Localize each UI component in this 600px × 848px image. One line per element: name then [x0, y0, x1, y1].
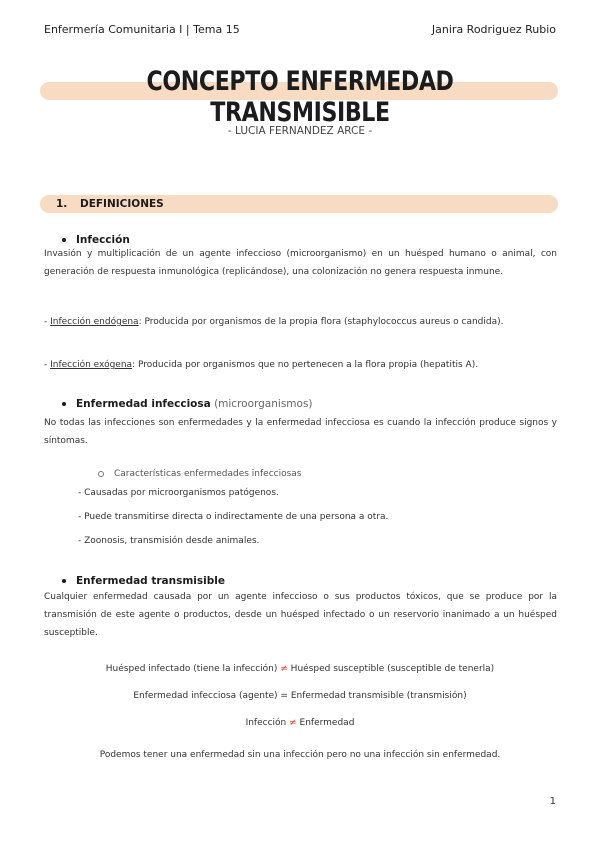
- subheading-transmisible: [62, 575, 225, 587]
- transmisible-text: Cualquier enfermedad causada por un agente infeccioso o sus productos tóxicos, que se produce por la transmisión de este agente o productos, desde un huésped infectado o un reservorio inanimado a un huésped susceptible.: [44, 592, 557, 638]
- relation-right: Huésped susceptible (susceptible de tenerla): [290, 664, 495, 674]
- not-equal-icon: ≠: [289, 718, 297, 728]
- section-number: 1.: [56, 198, 68, 210]
- endogena-text: : Producida por organismos de la propia flora (staphylococcus aureus o candida).: [138, 317, 504, 327]
- relation-line-3: [0, 718, 600, 728]
- header-course: Enfermería Comunitaria I | Tema 15: [44, 23, 240, 36]
- relation-left: Infección: [245, 718, 287, 728]
- list-item: - Puede transmitirse directa o indirectamente de una persona a otra.: [78, 512, 389, 522]
- page-number: 1: [549, 796, 556, 807]
- list-item: - Zoonosis, transmisión desde animales.: [78, 536, 260, 546]
- characteristics-heading: [98, 469, 302, 479]
- circle-bullet-icon: [98, 471, 104, 477]
- header-author: Janira Rodriguez Rubio: [431, 23, 556, 36]
- exogena-text: : Producida por organismos que no pertenecen a la flora propia (hepatitis A).: [132, 360, 479, 370]
- subheading-infecciosa: [62, 398, 313, 410]
- list-item: - Causadas por microorganismos patógenos.: [78, 488, 279, 498]
- relation-line-1: [0, 664, 600, 674]
- infeccion-endogena: - Infección endógena: Producida por organismos de la propia flora (staphylococcus aureus o candida).: [44, 317, 504, 327]
- infecciosa-text: No todas las infecciones son enfermedades y la enfermedad infecciosa es cuando la infección produce signos y síntomas.: [44, 418, 557, 446]
- infeccion-exogena: - Infección exógena: Producida por organismos que no pertenecen a la flora propia (hepatitis A).: [44, 360, 479, 370]
- subheading-note: (microorganismos): [214, 398, 313, 410]
- bullet-icon: [62, 579, 66, 583]
- relation-right: Enfermedad: [299, 718, 355, 728]
- characteristics-heading-text: Características enfermedades infecciosas: [114, 469, 302, 479]
- subheading-text: Enfermedad infecciosa: [76, 398, 211, 410]
- bullet-icon: [62, 402, 66, 406]
- infeccion-definition: Invasión y multiplicación de un agente infeccioso (microorganismo) en un huésped humano o animal, con generación de respuesta inmunológica (replicándose), una colonización no genera respuesta inmune.: [44, 249, 557, 277]
- page-subtitle: - LUCIA FERNANDEZ ARCE -: [227, 125, 373, 137]
- subheading-text: Enfermedad transmisible: [76, 575, 225, 587]
- relation-line-2: Enfermedad infecciosa (agente) = Enfermedad transmisible (transmisión): [133, 691, 467, 701]
- bullet-icon: [62, 238, 66, 242]
- not-equal-icon: ≠: [280, 664, 288, 674]
- subheading-text: Infección: [76, 234, 130, 246]
- conclusion: Podemos tener una enfermedad sin una infección pero no una infección sin enfermedad.: [99, 750, 501, 760]
- page-title: CONCEPTO ENFERMEDAD TRANSMISIBLE: [146, 66, 454, 128]
- term-exogena: Infección exógena: [50, 360, 133, 370]
- term-endogena: Infección endógena: [50, 317, 139, 327]
- relation-left: Huésped infectado (tiene la infección): [105, 664, 278, 674]
- section-title: DEFINICIONES: [80, 198, 164, 210]
